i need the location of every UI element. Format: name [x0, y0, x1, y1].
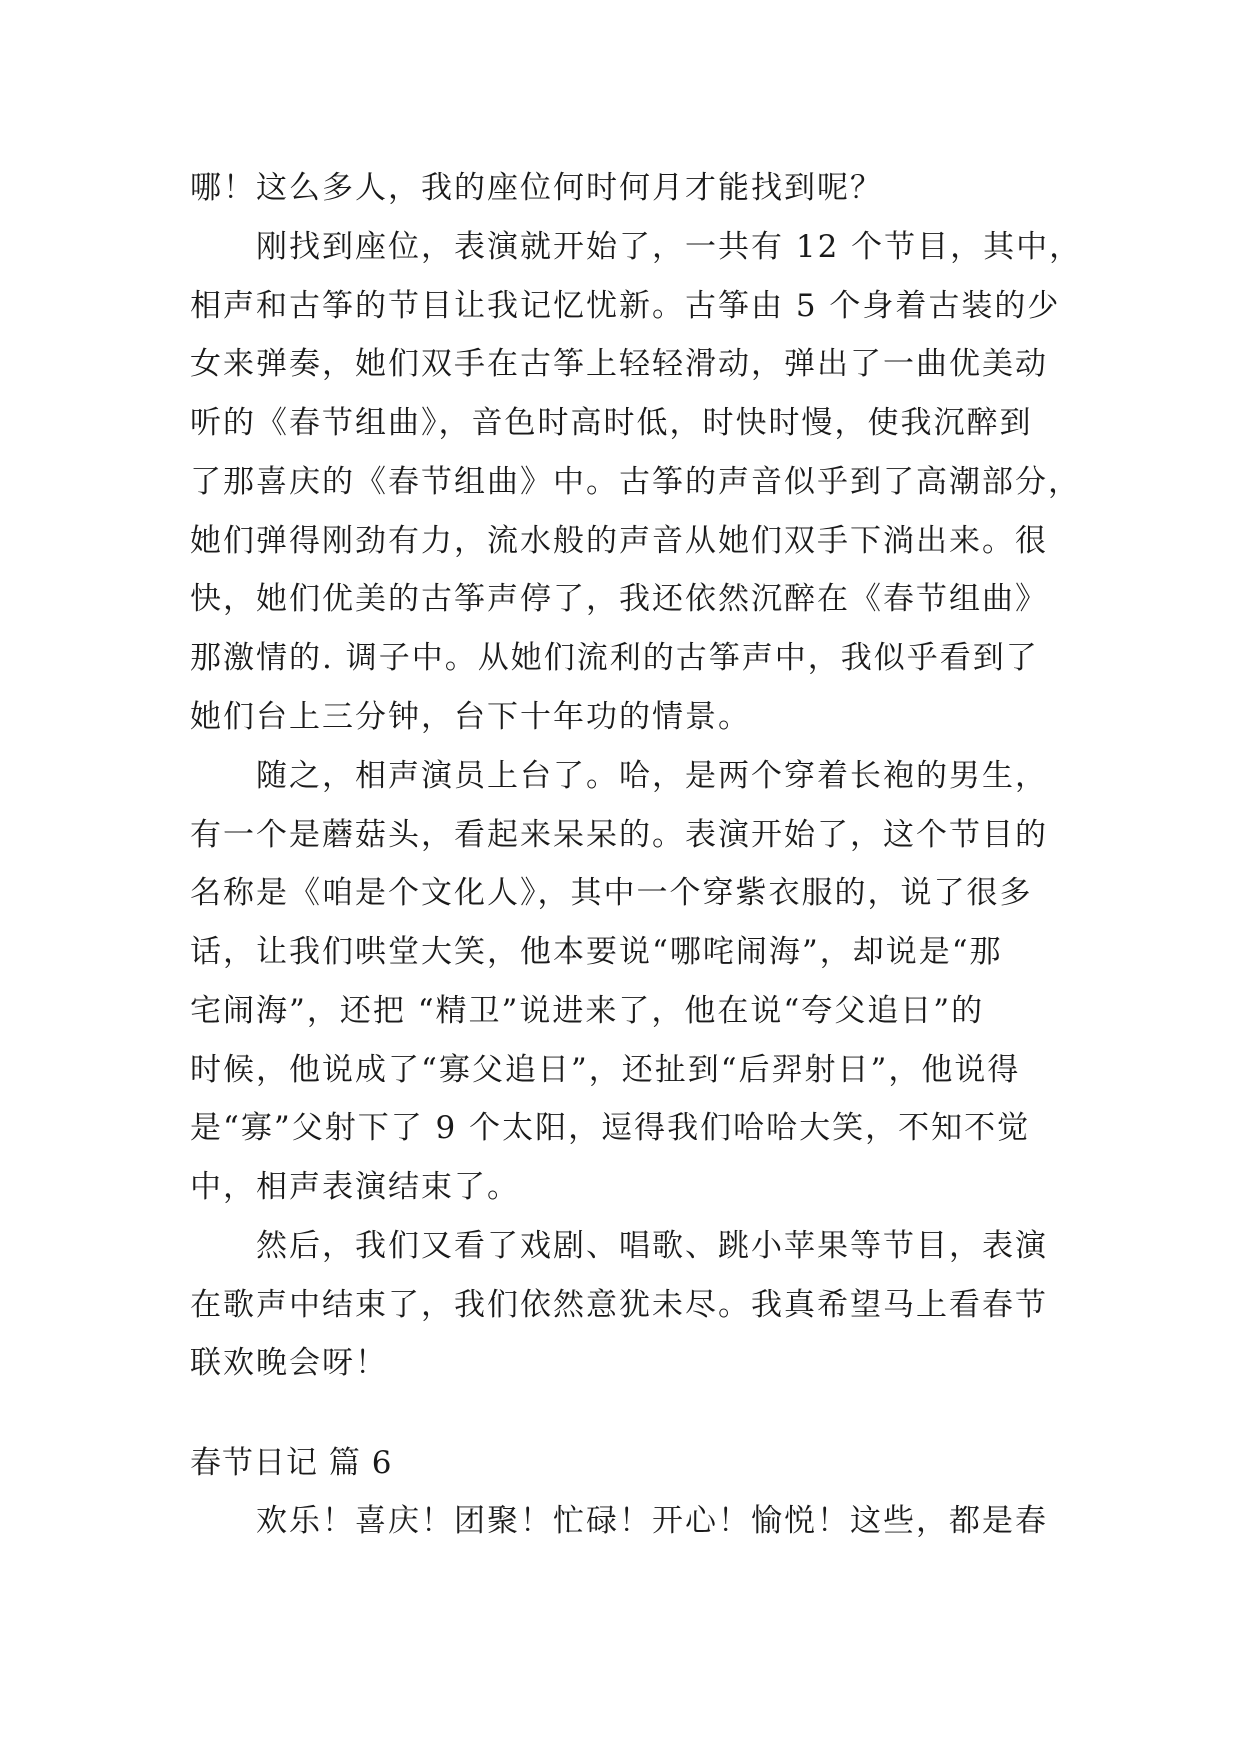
text-line: 联欢晚会呀！: [190, 1345, 388, 1381]
text-line: 在歌声中结束了，我们依然意犹未尽。我真希望马上看春节: [190, 1287, 1048, 1323]
text-line: 话，让我们哄堂大笑，他本要说“哪咤闹海”，却说是“那: [190, 934, 1003, 970]
text-line: 听的《春节组曲》，音色时高时低，时快时慢，使我沉醉到: [190, 405, 1033, 441]
text-line: 时候，他说成了“寡父追日”，还扯到“后羿射日”，他说得: [190, 1052, 1021, 1088]
text-line: 是“寡”父射下了 9 个太阳，逗得我们哈哈大笑，不知不觉: [190, 1110, 1031, 1146]
section-heading: 春节日记 篇 6: [190, 1445, 393, 1481]
text-line: 那激情的. 调子中。从她们流利的古筝声中，我似乎看到了: [190, 640, 1039, 676]
text-line: 她们台上三分钟，台下十年功的情景。: [190, 699, 751, 735]
text-line: 哪！这么多人，我的座位何时何月才能找到呢？: [190, 170, 883, 206]
text-line: 有一个是蘑菇头，看起来呆呆的。表演开始了，这个节目的: [190, 817, 1048, 853]
text-line: 她们弹得刚劲有力，流水般的声音从她们双手下淌出来。很: [190, 523, 1048, 559]
text-line: 女来弹奏，她们双手在古筝上轻轻滑动，弹出了一曲优美动: [190, 346, 1048, 382]
text-line: 了那喜庆的《春节组曲》中。古筝的声音似乎到了高潮部分，: [190, 464, 1081, 500]
text-line: 宅闹海”，还把 “精卫”说进来了，他在说“夸父追日”的: [190, 993, 985, 1029]
paragraph-first-line: 刚找到座位，表演就开始了，一共有 12 个节目，其中，: [256, 229, 1083, 265]
paragraph-first-line: 欢乐！喜庆！团聚！忙碌！开心！愉悦！这些，都是春: [256, 1503, 1048, 1539]
text-line: 相声和古筝的节目让我记忆忧新。古筝由 5 个身着古装的少: [190, 288, 1061, 324]
paragraph-first-line: 随之，相声演员上台了。哈，是两个穿着长袍的男生，: [256, 758, 1048, 794]
text-line: 中，相声表演结束了。: [190, 1169, 520, 1205]
text-line: 名称是《咱是个文化人》，其中一个穿紫衣服的，说了很多: [190, 875, 1033, 911]
text-line: 快，她们优美的古筝声停了，我还依然沉醉在《春节组曲》: [190, 581, 1048, 617]
paragraph-first-line: 然后，我们又看了戏剧、唱歌、跳小苹果等节目，表演: [256, 1228, 1048, 1264]
